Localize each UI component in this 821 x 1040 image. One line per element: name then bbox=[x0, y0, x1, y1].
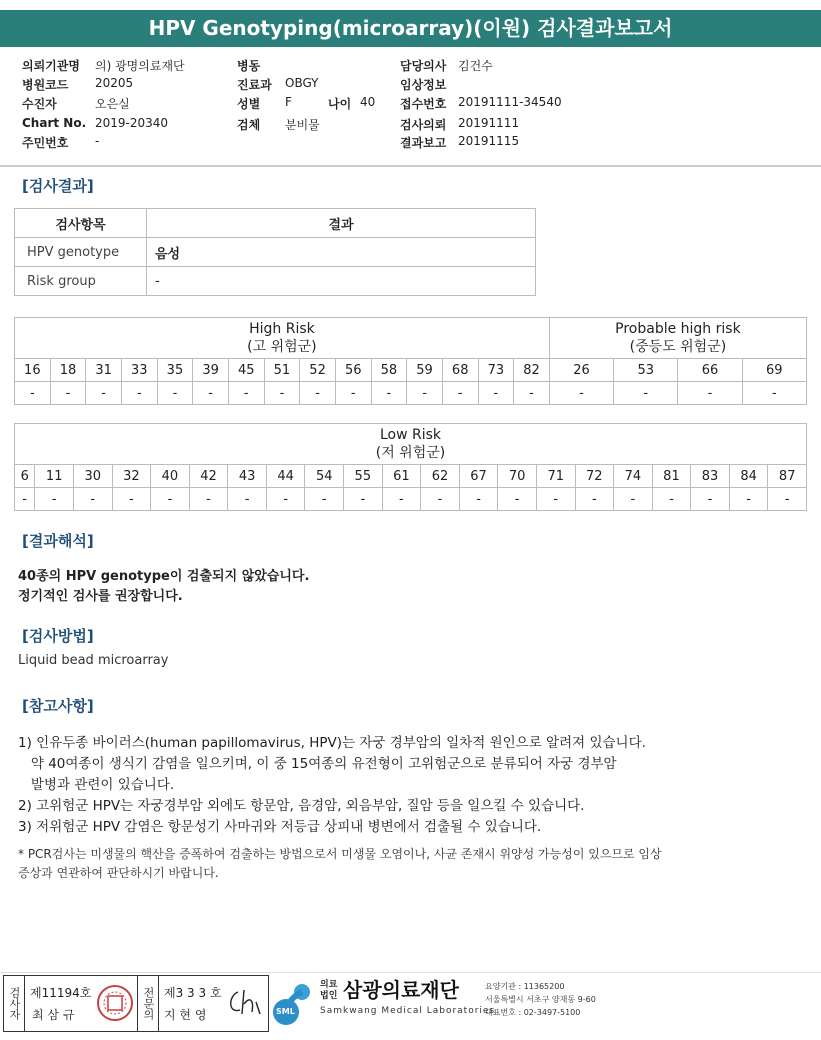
hpv-result-cell: - bbox=[73, 488, 112, 511]
org-prefix bbox=[320, 980, 337, 1002]
reference-line: 약 40여종이 생식기 감염을 일으키며, 이 중 15여종의 유전형이 고위험군으로 분류되어 자궁 경부암 bbox=[18, 756, 617, 772]
hpv-result-cell: - bbox=[421, 488, 460, 511]
hpv-result-cell: - bbox=[459, 488, 498, 511]
tester-name: 최 삼 규 bbox=[32, 1008, 75, 1022]
hpv-result-cell: - bbox=[15, 382, 51, 405]
hpv-type-cell: 72 bbox=[575, 465, 614, 488]
hpv-type-cell: 40 bbox=[151, 465, 190, 488]
hpv-result-cell: - bbox=[652, 488, 691, 511]
age-label: 나이 bbox=[328, 97, 352, 111]
hpv-result-cell: - bbox=[614, 382, 678, 405]
hpv-result-cell: - bbox=[86, 382, 122, 405]
hpv-type-cell: 73 bbox=[478, 359, 514, 382]
method-text: Liquid bead microarray bbox=[18, 653, 169, 668]
header-right-field-label: 검사의뢰 bbox=[400, 118, 447, 132]
header-left-field-value: 의) 광명의료재단 bbox=[95, 59, 185, 73]
hpv-result-cell: - bbox=[344, 488, 383, 511]
hpv-type-cell: 69 bbox=[742, 359, 806, 382]
header-right-field-value: 20191111-34540 bbox=[458, 95, 562, 109]
hpv-result-cell: - bbox=[15, 488, 35, 511]
hpv-result-cell: - bbox=[228, 488, 267, 511]
hpv-type-cell: 43 bbox=[228, 465, 267, 488]
low-risk-caption bbox=[15, 424, 807, 465]
hpv-result-cell: - bbox=[112, 488, 151, 511]
hpv-result-cell: - bbox=[300, 382, 336, 405]
org-contact bbox=[485, 980, 596, 1019]
hpv-type-cell: 82 bbox=[514, 359, 550, 382]
hpv-type-cell: 35 bbox=[157, 359, 193, 382]
hpv-result-cell: - bbox=[536, 488, 575, 511]
org-name-en: Samkwang Medical Laboratories bbox=[320, 1006, 496, 1016]
header-right-field-value: 20191111 bbox=[458, 116, 520, 130]
hpv-type-cell: 42 bbox=[189, 465, 228, 488]
header-left-field-label: Chart No. bbox=[22, 116, 87, 130]
doctor-label: 전문의 bbox=[137, 976, 159, 1031]
hpv-result-cell: - bbox=[228, 382, 264, 405]
hpv-result-cell: - bbox=[575, 488, 614, 511]
hpv-type-cell: 83 bbox=[691, 465, 730, 488]
result-col-item: 검사항목 bbox=[15, 209, 147, 238]
hpv-result-cell: - bbox=[371, 382, 407, 405]
table-row bbox=[15, 267, 536, 296]
age-value: 40 bbox=[360, 95, 376, 109]
hpv-result-cell: - bbox=[442, 382, 478, 405]
probable-high-risk-caption bbox=[549, 318, 806, 359]
result-value: - bbox=[147, 267, 536, 296]
hpv-type-cell: 84 bbox=[729, 465, 768, 488]
hpv-result-cell: - bbox=[305, 488, 344, 511]
hpv-result-cell: - bbox=[407, 382, 443, 405]
header-left-field-label: 병원코드 bbox=[22, 78, 69, 92]
reference-line: 1) 인유두종 바이러스(human papillomavirus, HPV)는 자궁 경부암의 일차적 원인으로 알려져 있습니다. bbox=[18, 735, 646, 751]
hpv-type-cell: 16 bbox=[15, 359, 51, 382]
header-left-field-value: 오은실 bbox=[95, 97, 130, 111]
footer bbox=[0, 972, 821, 1040]
org-prefix-1: 의료 bbox=[320, 980, 338, 990]
hpv-type-cell: 11 bbox=[35, 465, 74, 488]
low-risk-table bbox=[14, 423, 807, 511]
result-col-result: 결과 bbox=[147, 209, 536, 238]
header-mid-field-label: 병동 bbox=[237, 59, 261, 73]
header-mid-field-label: 검체 bbox=[237, 118, 261, 132]
reference-line: 2) 고위험군 HPV는 자궁경부암 외에도 항문암, 음경암, 외음부암, 질암 등을 일으킬 수 있습니다. bbox=[18, 798, 585, 814]
section-result: [검사결과] bbox=[22, 177, 94, 195]
hpv-result-cell: - bbox=[498, 488, 537, 511]
header-left-field-value: 20205 bbox=[95, 76, 134, 90]
hpv-result-cell: - bbox=[382, 488, 421, 511]
header-right-field-label: 접수번호 bbox=[400, 97, 447, 111]
reference-line: 3) 저위험군 HPV 감염은 항문성기 사마귀와 저등급 상피내 병변에서 검출될 수 있습니다. bbox=[18, 819, 542, 835]
hpv-type-cell: 45 bbox=[228, 359, 264, 382]
header-right-field-value: 김건수 bbox=[458, 59, 493, 73]
header-left-field-label: 수진자 bbox=[22, 97, 57, 111]
header-right-field-label: 결과보고 bbox=[400, 136, 447, 150]
probable-risk-label-ko: (중등도 위험군) bbox=[629, 339, 727, 355]
hpv-type-cell: 31 bbox=[86, 359, 122, 382]
header-left-field-value: - bbox=[95, 134, 100, 148]
hpv-type-cell: 81 bbox=[652, 465, 691, 488]
org-name: 삼광의료재단 bbox=[343, 978, 459, 1002]
result-value: 음성 bbox=[147, 238, 536, 267]
header-right-field-label: 담당의사 bbox=[400, 59, 447, 73]
hpv-type-cell: 61 bbox=[382, 465, 421, 488]
hpv-result-cell: - bbox=[678, 382, 742, 405]
hpv-type-cell: 18 bbox=[50, 359, 86, 382]
hpv-result-cell: - bbox=[335, 382, 371, 405]
org-address: 서울특별시 서초구 양재동 9-60 bbox=[485, 995, 596, 1004]
footnote-line: * PCR검사는 미생물의 핵산을 증폭하여 검출하는 방법으로서 미생물 오염이나, 사균 존재시 위양성 가능성이 있으므로 임상 bbox=[18, 847, 662, 861]
hpv-type-cell: 52 bbox=[300, 359, 336, 382]
hpv-type-cell: 26 bbox=[549, 359, 613, 382]
hpv-result-cell: - bbox=[151, 488, 190, 511]
hpv-result-cell: - bbox=[614, 488, 653, 511]
header-right-field-label: 임상정보 bbox=[400, 78, 447, 92]
tester-label: 검사자 bbox=[4, 976, 25, 1031]
hpv-type-cell: 68 bbox=[442, 359, 478, 382]
result-item: HPV genotype bbox=[15, 238, 147, 267]
reference-notes bbox=[18, 733, 646, 838]
hpv-result-cell: - bbox=[157, 382, 193, 405]
logo-text: SML bbox=[276, 1007, 295, 1016]
hpv-type-cell: 66 bbox=[678, 359, 742, 382]
low-risk-label-ko: (저 위험군) bbox=[375, 445, 446, 461]
footnote bbox=[18, 845, 662, 883]
hpv-result-cell: - bbox=[514, 382, 550, 405]
header-left-field-value: 2019-20340 bbox=[95, 116, 169, 130]
hpv-type-cell: 39 bbox=[193, 359, 229, 382]
header-mid-field-value: OBGY bbox=[285, 76, 319, 90]
result-item: Risk group bbox=[15, 267, 147, 296]
hpv-type-cell: 87 bbox=[768, 465, 807, 488]
org-prefix-2: 법인 bbox=[320, 991, 338, 1001]
hpv-type-cell: 44 bbox=[266, 465, 305, 488]
hpv-result-cell: - bbox=[729, 488, 768, 511]
report-title: HPV Genotyping(microarray)(이원) 검사결과보고서 bbox=[0, 10, 821, 47]
hpv-type-cell: 51 bbox=[264, 359, 300, 382]
section-method: [검사방법] bbox=[22, 627, 94, 645]
hpv-type-cell: 56 bbox=[335, 359, 371, 382]
high-risk-table bbox=[14, 317, 807, 405]
hpv-result-cell: - bbox=[266, 488, 305, 511]
header-left-field-label: 의뢰기관명 bbox=[22, 59, 80, 73]
hpv-type-cell: 55 bbox=[344, 465, 383, 488]
hpv-result-cell: - bbox=[478, 382, 514, 405]
sml-logo-icon bbox=[272, 978, 318, 1026]
hpv-type-cell: 74 bbox=[614, 465, 653, 488]
hpv-type-cell: 33 bbox=[121, 359, 157, 382]
interpretation-line-1: 40종의 HPV genotype이 검출되지 않았습니다. bbox=[18, 569, 310, 584]
hpv-result-cell: - bbox=[768, 488, 807, 511]
hpv-type-cell: 30 bbox=[73, 465, 112, 488]
signature-box bbox=[3, 975, 269, 1032]
hpv-type-cell: 71 bbox=[536, 465, 575, 488]
signature bbox=[224, 986, 264, 1024]
divider bbox=[0, 165, 821, 167]
section-interpretation: [결과해석] bbox=[22, 532, 94, 550]
header-mid-field-value: 분비물 bbox=[285, 118, 320, 132]
hpv-result-cell: - bbox=[193, 382, 229, 405]
hpv-result-cell: - bbox=[121, 382, 157, 405]
hpv-type-cell: 62 bbox=[421, 465, 460, 488]
hpv-result-cell: - bbox=[549, 382, 613, 405]
header-mid-field-label: 성별 bbox=[237, 97, 261, 111]
tester-license: 제11194호 bbox=[30, 986, 92, 1000]
hpv-result-cell: - bbox=[264, 382, 300, 405]
header-left-field-label: 주민번호 bbox=[22, 136, 69, 150]
seal-stamp bbox=[96, 983, 134, 1023]
inst-code: 요양기관 : 11365200 bbox=[485, 982, 565, 991]
high-risk-label: High Risk bbox=[249, 321, 315, 337]
hpv-type-cell: 67 bbox=[459, 465, 498, 488]
footnote-line: 증상과 연관하여 판단하시기 바랍니다. bbox=[18, 866, 219, 880]
hpv-type-cell: 58 bbox=[371, 359, 407, 382]
hpv-result-cell: - bbox=[35, 488, 74, 511]
section-reference: [참고사항] bbox=[22, 697, 94, 715]
hpv-type-cell: 53 bbox=[614, 359, 678, 382]
header-mid-field-label: 진료과 bbox=[237, 78, 272, 92]
hpv-result-cell: - bbox=[691, 488, 730, 511]
hpv-result-cell: - bbox=[189, 488, 228, 511]
doctor-license: 제3 3 3 호 bbox=[164, 986, 222, 1000]
header-right-field-value: 20191115 bbox=[458, 134, 520, 148]
org-phone: 대표번호 : 02-3497-5100 bbox=[485, 1008, 581, 1017]
high-risk-caption bbox=[15, 318, 550, 359]
hpv-type-cell: 54 bbox=[305, 465, 344, 488]
hpv-type-cell: 6 bbox=[15, 465, 35, 488]
reference-line: 발병과 관련이 있습니다. bbox=[18, 777, 175, 793]
doctor-name: 지 현 영 bbox=[164, 1008, 207, 1022]
low-risk-label: Low Risk bbox=[379, 427, 442, 443]
interpretation-line-2: 정기적인 검사를 권장합니다. bbox=[18, 589, 183, 604]
hpv-type-cell: 32 bbox=[112, 465, 151, 488]
high-risk-label-ko: (고 위험군) bbox=[247, 339, 317, 355]
result-table bbox=[14, 208, 536, 296]
probable-risk-label: Probable high risk bbox=[615, 321, 741, 337]
table-row bbox=[15, 238, 536, 267]
hpv-result-cell: - bbox=[742, 382, 806, 405]
header-mid-field-value: F bbox=[285, 95, 292, 109]
hpv-type-cell: 59 bbox=[407, 359, 443, 382]
hpv-result-cell: - bbox=[50, 382, 86, 405]
hpv-type-cell: 70 bbox=[498, 465, 537, 488]
